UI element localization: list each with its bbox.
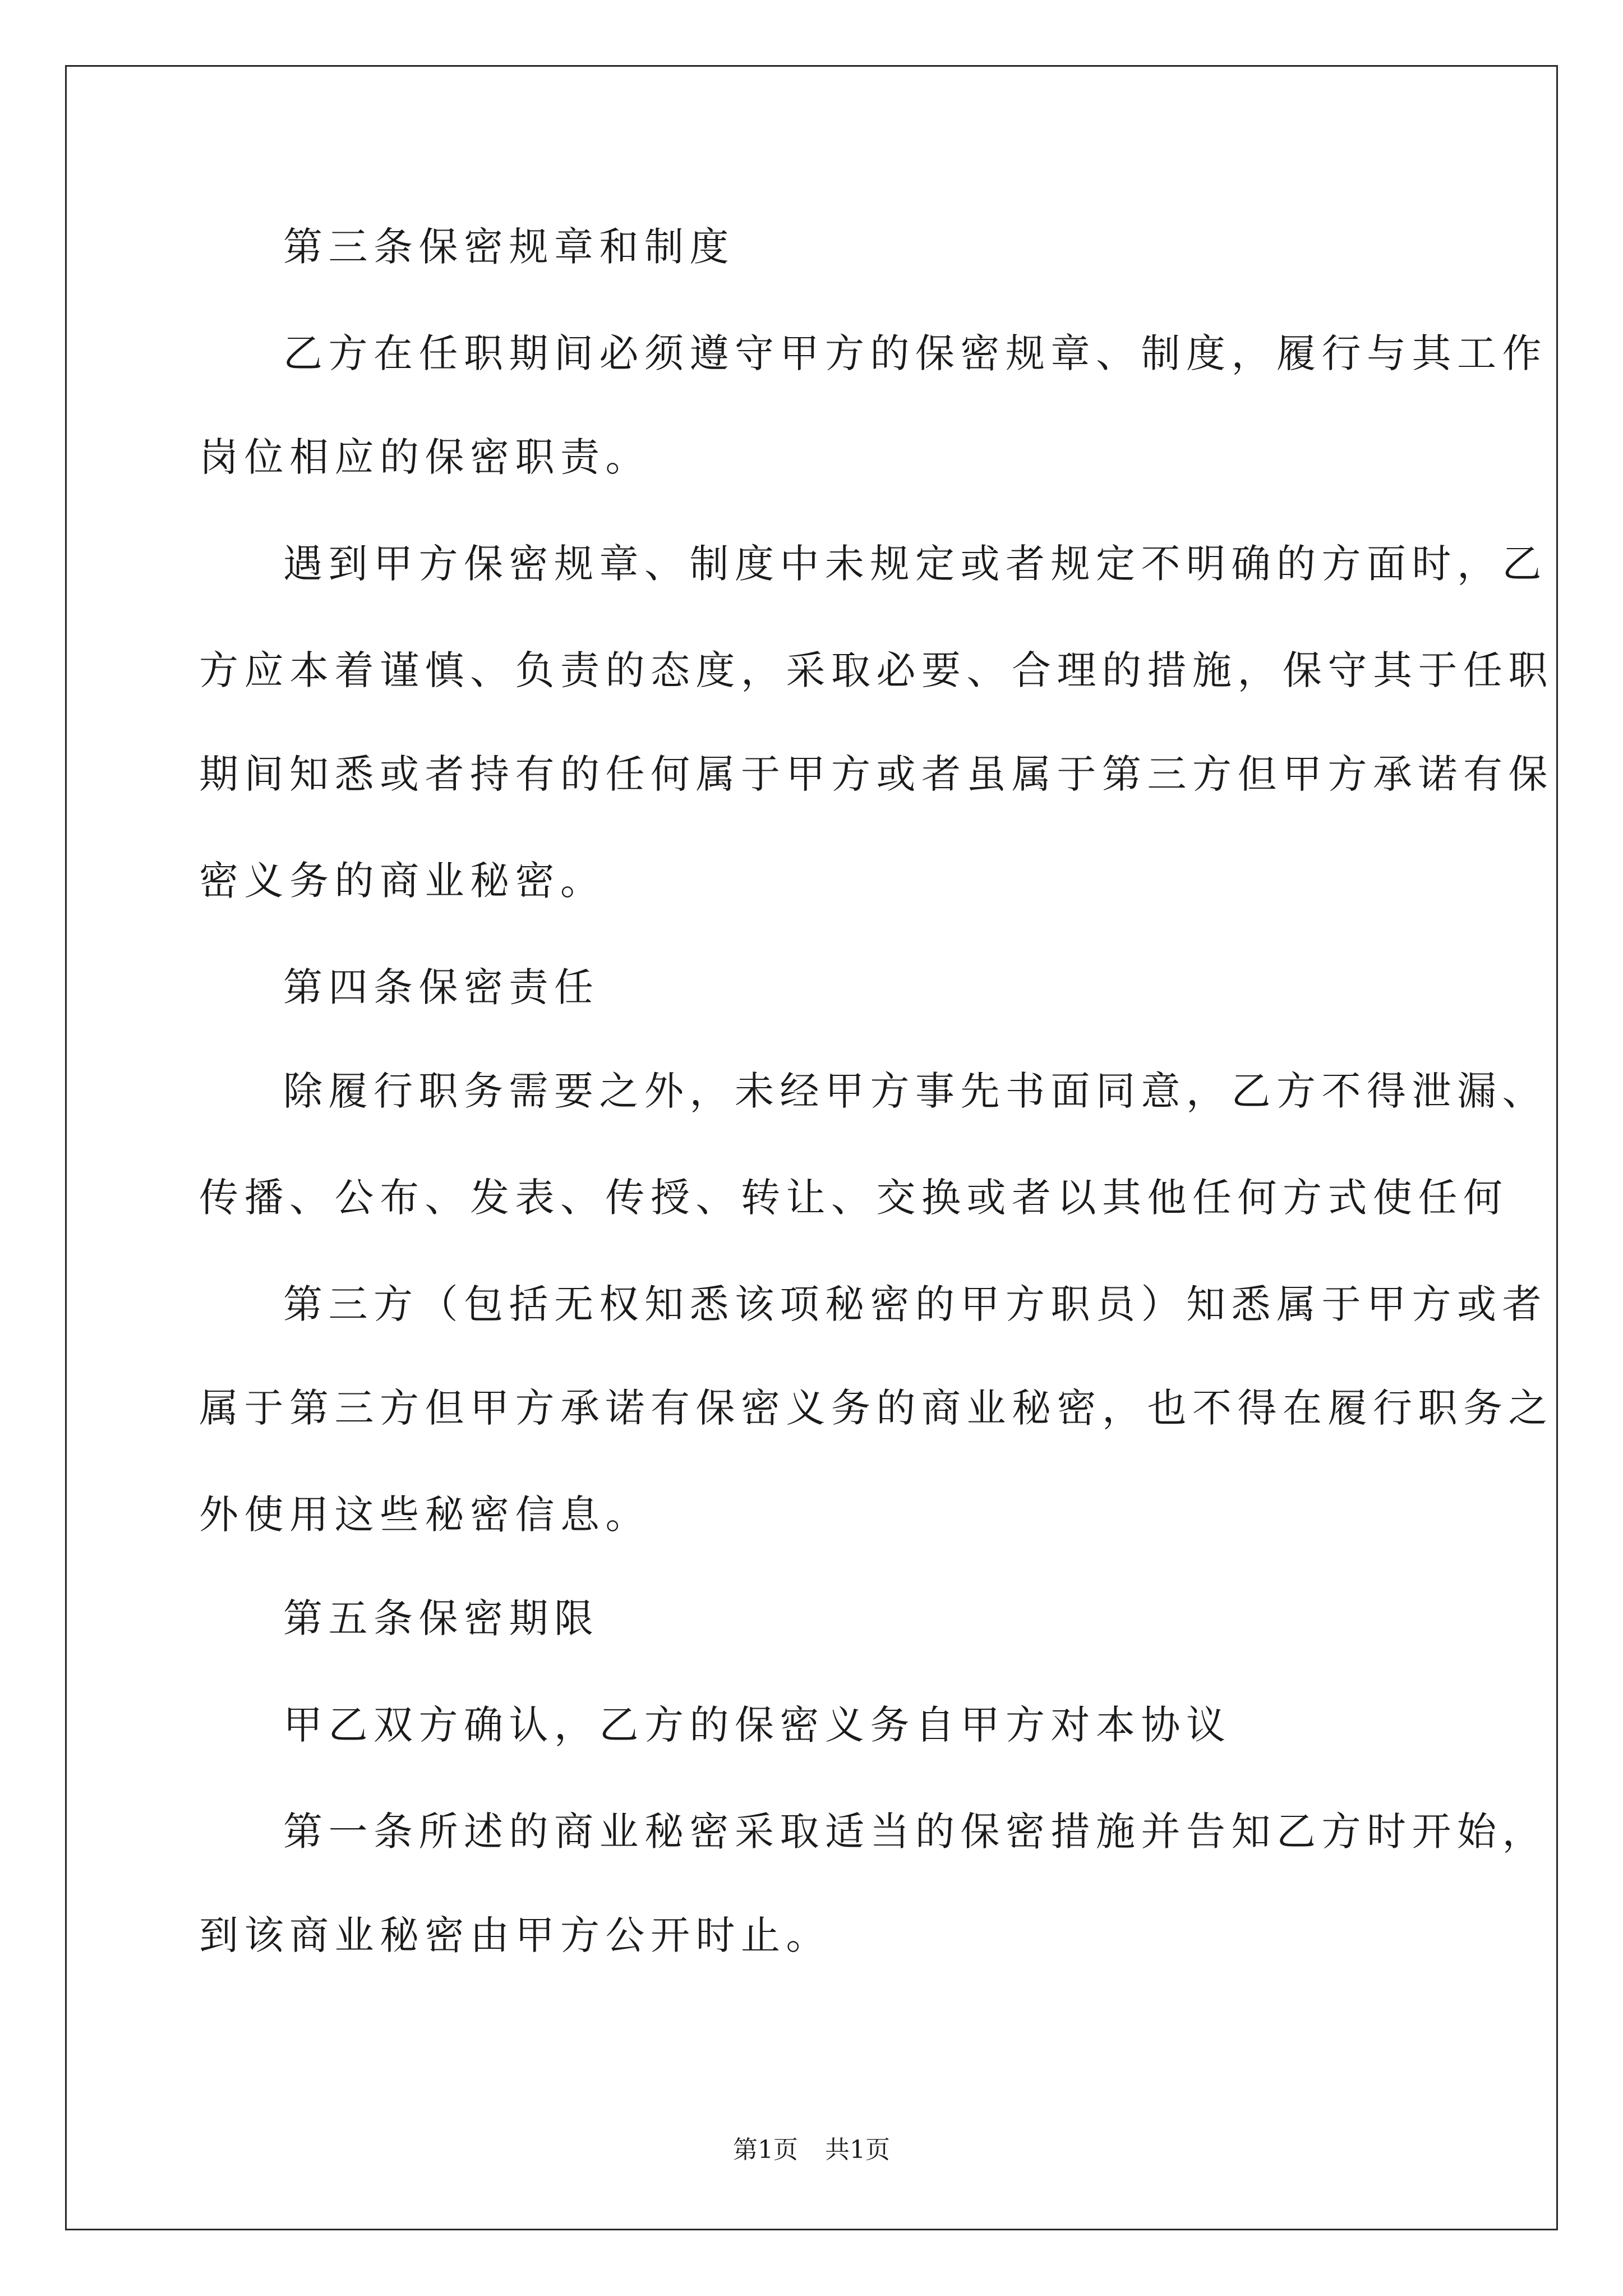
paragraph-line: 属于第三方但甲方承诺有保密义务的商业秘密，也不得在履行职务之 <box>199 1385 1553 1431</box>
paragraph-line: 除履行职务需要之外，未经甲方事先书面同意，乙方不得泄漏、 <box>283 1068 1547 1114</box>
paragraph-line: 乙方在任职期间必须遵守甲方的保密规章、制度，履行与其工作 <box>283 330 1547 376</box>
paragraph-line: 甲乙双方确认，乙方的保密义务自甲方对本协议 <box>283 1702 1232 1748</box>
page-number-current: 第1页 <box>733 2136 798 2164</box>
paragraph-line: 遇到甲方保密规章、制度中未规定或者规定不明确的方面时，乙 <box>283 541 1547 587</box>
paragraph-line: 密义务的商业秘密。 <box>199 858 606 904</box>
heading-article-3: 第三条保密规章和制度 <box>283 224 735 270</box>
paragraph-line: 方应本着谨慎、负责的态度，采取必要、合理的措施，保守其于任职 <box>199 647 1553 693</box>
paragraph-line: 第三方（包括无权知悉该项秘密的甲方职员）知悉属于甲方或者 <box>283 1281 1547 1327</box>
heading-article-4: 第四条保密责任 <box>283 964 600 1010</box>
paragraph-line: 第一条所述的商业秘密采取适当的保密措施并告知乙方时开始， <box>283 1809 1547 1855</box>
paragraph-line: 岗位相应的保密职责。 <box>199 434 651 480</box>
page-footer <box>0 2136 1623 2164</box>
paragraph-line: 外使用这些秘密信息。 <box>199 1492 651 1538</box>
paragraph-line: 传播、公布、发表、传授、转让、交换或者以其他任何方式使任何 <box>199 1175 1509 1221</box>
page-number-total: 共1页 <box>825 2136 890 2164</box>
paragraph-line: 到该商业秘密由甲方公开时止。 <box>199 1912 831 1958</box>
heading-article-5: 第五条保密期限 <box>283 1595 600 1641</box>
paragraph-line: 期间知悉或者持有的任何属于甲方或者虽属于第三方但甲方承诺有保 <box>199 751 1553 797</box>
page-border <box>65 65 1558 2230</box>
